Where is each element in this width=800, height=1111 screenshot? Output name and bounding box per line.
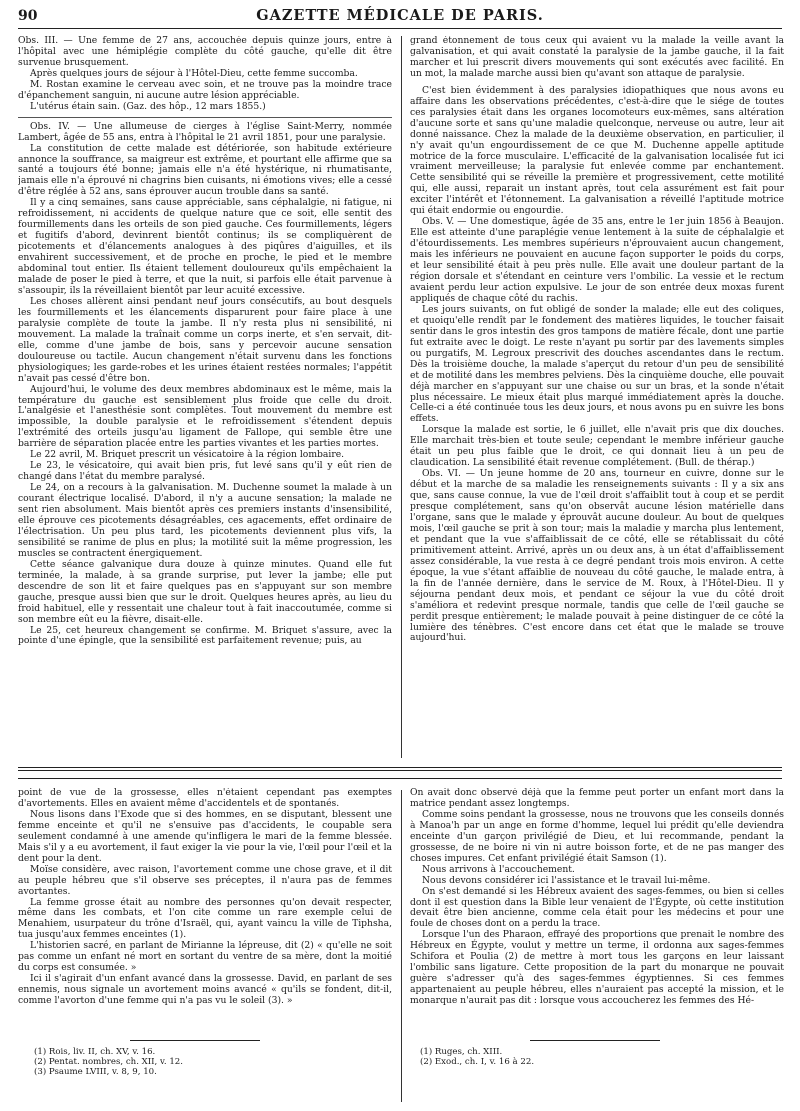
- paragraph: La constitution de cette malade est détériorée, son habitude extérieure annonce la souffrance, sa maigreur est extrême, et pourtant elle affirme que sa santé a toujours été bonne; jamais elle n'a été hystérique, ni rhumatisante, jamais elle n'a éprouvé ni chagrins bien cuisants, ni émotions vives; elle a cessé d'être réglée à 52 ans, sans éprouver aucun trouble dans sa santé.: [18, 142, 392, 198]
- paragraph: L'utérus étain sain. (Gaz. des hôp., 12 mars 1855.): [30, 100, 266, 112]
- paragraph: Nous lisons dans l'Exode que si des hommes, en se disputant, blessent une femme enceinte et qu'il ne s'ensuive pas d'accidents, le coupable sera seulement condamné à une amende qu'infligera le mari de la femme blessée. Mais s'il y a eu avortement, il faut exiger la vie pour la vie, l'œil pour l'œil et la dent pour la dent.: [18, 808, 392, 864]
- paragraph: Le 25, cet heureux changement se confirme. M. Briquet s'assure, avec la pointe d'une épingle, que la sensibilité est parfaitement revenue; puis, au: [18, 624, 392, 647]
- paragraph: Lorsque la malade est sortie, le 6 juillet, elle n'avait pris que dix douches. Elle marchait très-bien et toute seule; cependant le membre inférieur gauche était un peu plus faible que le droit, ce qui donnait lieu à un peu de claudication. La sensibilité était revenue complétement. (Bull. de thérap.): [410, 424, 784, 469]
- column-top-left: [18, 36, 392, 758]
- paragraph: Obs. IV. — Une allumeuse de cierges à l'église Saint-Merry, nommée Lambert, âgée de 55 ans, entra à l'hôpital le 21 avril 1851, pour une paralysie.: [18, 120, 392, 143]
- header-rule: [18, 28, 782, 29]
- paragraph: Il y a cinq semaines, sans cause appréciable, sans céphalalgie, ni fatigue, ni refroidissement, ni accidents de quelque nature que ce soit, elle sentit des fourmillements dans les orteils de son pied gauche. Ces fourmillements, légers et fugitifs d'abord, devinrent bientôt continus; ils se compliquèrent de picotements et d'élancements analogues à des piqûres d'aiguilles, et ils envahirent successivement, et de proche en proche, le pied et le membre abdominal tout entier. Ils étaient tellement douloureux qu'ils empêchaient la malade de poser le pied à terre, et que la nuit, si parfois elle était parvenue à s'assoupir, ils la réveillaient bientôt par leur acuité excessive.: [18, 197, 392, 296]
- paragraph: Ici il s'agirait d'un enfant avancé dans la grossesse. David, en parlant de ses ennemis, nous signale un avortement moins avancé « qu'ils se fondent, dit-il, comme l'avorton d'une femme qui n'a pas vu le soleil (3). »: [18, 973, 392, 1007]
- paragraph: Les jours suivants, on fut obligé de sonder la malade; elle eut des coliques, et quoiqu'elle rendît par le fondement des matières liquides, le toucher faisait sentir dans le gros intestin des gros tampons de matière fécale, dont une partie fut extraite avec le doigt. Le reste n'ayant pu sortir par des lavements simples ou purgatifs, M. Legroux prescrivit des douches ascendantes dans le rectum. Dès la troisième douche, la malade s'aperçut du retour d'un peu de sensibilité et de motilité dans les membres pelviens. Dès la cinquième douche, elle pouvait déjà marcher en s'appuyant sur une chaise ou sur un bras, et la sonde n'était plus nécessaire. Le mieux était plus marqué immédiatement après la douche. Celle-ci a été continuée tous les deux jours, et nous avons pu en suivre les bons effets.: [410, 303, 784, 425]
- column-rule: [401, 790, 402, 1102]
- paragraph: Comme soins pendant la grossesse, nous ne trouvons que les conseils donnés à Manoa'h par un ange en forme d'homme, lequel lui prédit qu'elle deviendra enceinte d'un garçon privilégié de Dieu, et lui recommande, pendant la grossesse, de ne boire ni vin ni autre boisson forte, et de ne pas manger des choses impures. Cet enfant privilégié était Samson (1).: [410, 808, 784, 864]
- paragraph: La femme grosse était au nombre des personnes qu'on devait respecter, même dans les combats, et l'on cite comme un rare exemple celui de Menahiem, usurpateur du trône d'Israël, qui, ayant vaincu la ville de Tiphsha, tua jusqu'aux femmes enceintes (1).: [18, 896, 392, 941]
- journal-title: GAZETTE MÉDICALE DE PARIS.: [256, 7, 544, 24]
- paragraph: grand étonnement de tous ceux qui avaient vu la malade la veille avant la galvanisation, et qui avait constaté la paralysie de la jambe gauche, il la fait marcher et lui prescrit divers mouvements qui sont exécutés avec facilité. En un mot, la malade marche aussi bien qu'avant son attaque de paralysie.: [410, 36, 784, 79]
- paragraph: Moïse considère, avec raison, l'avortement comme une chose grave, et il dit au peuple hébreu que s'il observe ses préceptes, il n'aura pas de femmes avortantes.: [18, 863, 392, 897]
- paragraph: On avait donc observé déjà que la femme peut porter un enfant mort dans la matrice pendant assez longtemps.: [410, 788, 784, 809]
- paragraph: Obs. III. — Une femme de 27 ans, accouchée depuis quinze jours, entre à l'hôpital avec une hémiplégie complète du côté gauche, qu'elle dit être survenue brusquement.: [18, 36, 392, 68]
- paragraph: Après quelques jours de séjour à l'Hôtel-Dieu, cette femme succomba.: [30, 67, 358, 79]
- section-rule: [18, 770, 782, 771]
- footnotes-right: [420, 1047, 760, 1067]
- page-header: [18, 6, 782, 26]
- footnote: (2) Pentat. nombres, ch. XII, v. 12.: [34, 1057, 183, 1068]
- paragraph: M. Rostan examine le cerveau avec soin, et ne trouve pas la moindre trace d'épanchement sanguin, ni aucune autre lésion appréciable.: [18, 78, 392, 101]
- paragraph: Le 23, le vésicatoire, qui avait bien pris, fut levé sans qu'il y eût rien de changé dans l'état du membre paralysé.: [18, 460, 392, 483]
- footnote: (1) Ruges, ch. XIII.: [420, 1047, 503, 1057]
- column-top-right: [410, 36, 784, 758]
- section-rule: [18, 778, 782, 779]
- paragraph: Obs. V. — Une domestique, âgée de 35 ans, entre le 1er juin 1856 à Beaujon. Elle est atteinte d'une paraplégie venue lentement à la suite de céphalalgie et d'étourdissements. Les membres supérieurs n'éprouvaient aucun changement, mais les inférieurs ne pouvaient en aucune façon supporter le poids du corps, et leur sensibilité était à peu près nulle. Elle avait une douleur partant de la région dorsale et s'étendant en ceinture vers l'ombilic. La vessie et le rectum avaient perdu leur action expulsive. Le jour de son entrée deux moxas furent appliqués de chaque côté du rachis.: [410, 216, 784, 304]
- page-number: 90: [18, 8, 38, 24]
- footnote: (1) Rois, liv. II, ch. XV, v. 16.: [34, 1047, 156, 1057]
- column-bottom-right: [410, 788, 784, 1035]
- paragraph: Lorsque l'un des Pharaon, effrayé des proportions que prenait le nombre des Hébreux en Égypte, voulut y mettre un terme, il ordonna aux sages-femmes Schifora et Poulia (2) de mettre à mort tous les garçons en leur laissant l'ombilic sans ligature. Cette proposition de la part du monarque ne pouvait guère s'adresser qu'à des sages-femmes égyptiennes. Si ces femmes appartenaient au peuple hébreu, elles n'auraient pas accepté la mission, et le monarque n'aurait pas dit : lorsque vous accoucherez les femmes des Hé-: [410, 929, 784, 1007]
- divider: [18, 117, 392, 118]
- paragraph: L'historien sacré, en parlant de Mirianne la lépreuse, dit (2) « qu'elle ne soit pas comme un enfant né mort en sortant du ventre de sa mère, dont la moitié du corps est consumée. »: [18, 940, 392, 974]
- paragraph: Cette séance galvanique dura douze à quinze minutes. Quand elle fut terminée, la malade, à sa grande surprise, put lever la jambe; elle put descendre de son lit et faire quelques pas en s'appuyant sur son membre gauche, presque aussi bien que sur le droit. Quelques heures après, au lieu du froid habituel, elle y ressentait une chaleur tout à fait inaccoutumée, comme si son membre eût eu la fièvre, disait-elle.: [18, 558, 392, 625]
- footnote: (2) Exod., ch. I, v. 16 à 22.: [420, 1057, 535, 1068]
- footnote-rule: [530, 1040, 660, 1041]
- footnotes-left: [34, 1047, 374, 1078]
- column-bottom-left: [18, 788, 392, 1035]
- paragraph: Aujourd'hui, le volume des deux membres abdominaux est le même, mais la température du gauche est sensiblement plus froide que celle du droit. L'analgésie et l'anesthésie sont complètes. Tout mouvement du membre est impossible, la double paralysie et le refroidissement s'étendent depuis l'extrémité des orteils jusqu'au ligament de Fallope, qui semble être une barrière de séparation placée entre les parties vivantes et les parties mortes.: [18, 383, 392, 450]
- paragraph: On s'est demandé si les Hébreux avaient des sages-femmes, ou bien si celles dont il est question dans la Bible leur venaient de l'Égypte, où cette institution devait être bien ancienne, comme cela était pour les médecins et pour une foule de choses dont on a perdu la trace.: [410, 885, 784, 930]
- paragraph: Obs. VI. — Un jeune homme de 20 ans, tourneur en cuivre, donne sur le début et la marche de sa maladie les renseignements suivants : Il y a six ans que, sans cause connue, la vue de l'œil droit s'affaiblit tout à coup et se perdit presque complétement, sans qu'on observât aucune lésion matérielle dans l'organe, sans que le malade y éprouvât aucune douleur. Au bout de quelques mois, l'œil gauche se prit à son tour; mais la maladie y marcha plus lentement, et pendant que la vue s'affaiblissait de ce côté, elle se rétablissait du côté primitivement atteint. Arrivé, après un ou deux ans, à un état d'affaiblissement assez considérable, la vue resta à ce degré pendant trois mois environ. A cette époque, la vue s'étant affaiblie de nouveau du côté gauche, le malade entra, à la fin de l'année dernière, dans le service de M. Roux, à l'Hôtel-Dieu. Il y séjourna pendant deux mois, et pendant ce séjour la vue du côté droit s'améliora et redevint presque normale, tandis que celle de l'œil gauche se perdit presque entièrement; le malade pouvait à peine distinguer de ce côté la lumière des ténèbres. C'est encore dans cet état que le malade se trouve aujourd'hui.: [410, 468, 784, 644]
- paragraph: Les choses allèrent ainsi pendant neuf jours consécutifs, au bout desquels les fourmillements et les élancements disparurent pour faire place à une paralysie complète de toute la jambe. Il n'y resta plus ni sensibilité, ni mouvement. La malade la traînait comme un corps inerte, et s'en servait, dit-elle, comme d'une jambe de bois, sans y percevoir aucune sensation douloureuse ou tactile. Aucun changement n'était survenu dans les fonctions physiologiques; les garde-robes et les urines étaient restées normales; l'appétit n'avait pas cessé d'être bon.: [18, 295, 392, 384]
- footnote-rule: [130, 1040, 260, 1041]
- column-rule: [401, 36, 402, 758]
- paragraph: Le 24, on a recours à la galvanisation. M. Duchenne soumet la malade à un courant électrique localisé. D'abord, il n'y a aucune sensation; la malade ne sent rien absolument. Mais bientôt après ces premiers instants d'insensibilité, elle éprouve ces picotements désagréables, ces agacements, effet ordinaire de l'électrisation. Un peu plus tard, les picotements deviennent plus vifs, la sensibilité se ranime de plus en plus; la motilité suit la même progression, les muscles se contractent énergiquement.: [18, 482, 392, 559]
- paragraph: Nous devons considérer ici l'assistance et le travail lui-même.: [422, 874, 711, 886]
- section-rule: [18, 767, 782, 768]
- paragraph: Nous arrivons à l'accouchement.: [422, 863, 575, 875]
- paragraph: point de vue de la grossesse, elles n'étaient cependant pas exemptes d'avortements. Elles en avaient même d'accidentels et de spontanés.: [18, 788, 392, 809]
- footnote: (3) Psaume LVIII, v. 8, 9, 10.: [34, 1067, 157, 1078]
- paragraph: Le 22 avril, M. Briquet prescrit un vésicatoire à la région lombaire.: [30, 449, 345, 461]
- paragraph: C'est bien évidemment à des paralysies idiopathiques que nous avons eu affaire dans les observations précédentes, c'est-à-dire que le siége de toutes ces paralysies était dans les organes locomoteurs eux-mêmes, sans altération d'aucune sorte et sans qu'une maladie quelconque, nerveuse ou autre, leur ait donné naissance. Chez la malade de la deuxième observation, en particulier, il n'y avait qu'un engourdissement de ce que M. Duchenne appelle aptitude motrice de la force musculaire. L'efficacité de la galvanisation localisée fut ici vraiment merveilleuse; la paralysie fut enlevée comme par enchantement. Cette sensibilité qui se réveille la première et progressivement, cette motilité qui, elle aussi, reparait un instant après, tout cela assurément est fait pour exciter l'intérêt et l'étonnement. La galvanisation a réveillé l'aptitude motrice qui était endormie ou engourdie.: [410, 84, 784, 217]
